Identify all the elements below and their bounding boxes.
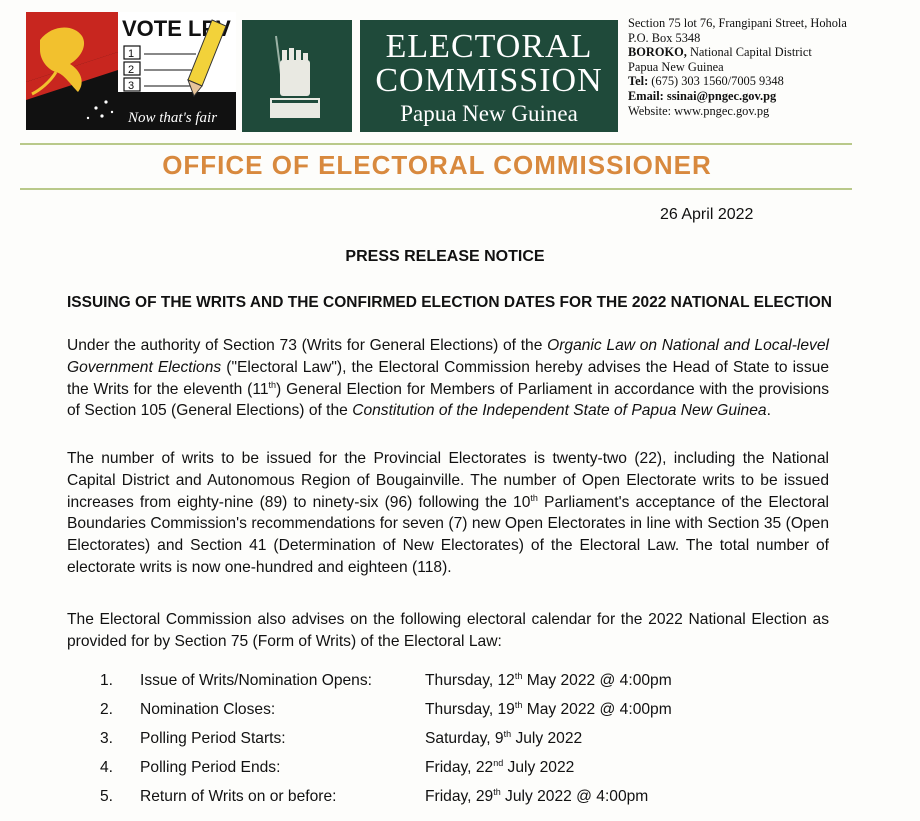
calendar-date-part1: Thursday, 12 bbox=[425, 672, 515, 689]
p2-sup: th bbox=[530, 492, 538, 503]
contact-country: Papua New Guinea bbox=[628, 59, 724, 74]
contact-block bbox=[628, 16, 904, 118]
calendar-row bbox=[100, 730, 800, 759]
calendar-label: Issue of Writs/Nomination Opens: bbox=[140, 672, 372, 689]
vote-lpv-tagline: Now that's fair bbox=[128, 110, 218, 126]
calendar-row bbox=[100, 701, 800, 730]
top-rule bbox=[20, 143, 852, 145]
contact-city-rest: National Capital District bbox=[686, 45, 812, 60]
calendar-date-part2: July 2022 bbox=[503, 759, 575, 776]
subject-heading: ISSUING OF THE WRITS AND THE CONFIRMED ELECTION DATES FOR THE 2022 NATIONAL ELECTION bbox=[67, 294, 832, 311]
vote-lpv-logo bbox=[26, 12, 236, 130]
ballot-hand-logo bbox=[242, 20, 352, 132]
office-title: OFFICE OF ELECTORAL COMMISSIONER bbox=[162, 150, 712, 180]
calendar-date-sup: th bbox=[503, 729, 512, 739]
calendar-date-sup: th bbox=[493, 787, 501, 797]
calendar-date-part2: July 2022 @ 4:00pm bbox=[500, 788, 649, 805]
calendar-date-part2: July 2022 bbox=[511, 730, 583, 747]
calendar-number: 1. bbox=[100, 672, 114, 689]
calendar-label: Polling Period Starts: bbox=[140, 730, 286, 747]
calendar-date bbox=[425, 759, 574, 777]
p1-constitution: Constitution of the Independent State of Papua New Guinea bbox=[352, 402, 767, 420]
bottom-rule bbox=[20, 188, 852, 190]
vote-lpv-graphic bbox=[26, 12, 236, 130]
p1-text-3: ) General Election for Members of Parliament in accordance with the provisions of Section 105 (General Elections) of the bbox=[67, 380, 829, 420]
calendar-number: 5. bbox=[100, 788, 114, 805]
calendar-label: Return of Writs on or before: bbox=[140, 788, 337, 805]
calendar-label: Polling Period Ends: bbox=[140, 759, 281, 776]
calendar-label: Nomination Closes: bbox=[140, 701, 276, 718]
calendar-date-part1: Friday, 22 bbox=[425, 759, 494, 776]
calendar-date-part1: Saturday, 9 bbox=[425, 730, 504, 747]
calendar-date bbox=[425, 788, 648, 806]
ec-logo-line2: COMMISSION bbox=[375, 62, 603, 99]
contact-email bbox=[628, 89, 904, 104]
contact-tel-label: Tel: bbox=[628, 74, 649, 89]
electoral-commission-logo bbox=[360, 20, 618, 132]
calendar-date-sup: nd bbox=[493, 758, 504, 768]
calendar-date-part1: Thursday, 19 bbox=[425, 701, 515, 718]
calendar-date-part2: May 2022 @ 4:00pm bbox=[522, 672, 672, 689]
calendar-row bbox=[100, 759, 800, 788]
contact-email-label: Email: bbox=[628, 88, 664, 103]
calendar-date bbox=[425, 672, 672, 690]
release-date: 26 April 2022 bbox=[660, 206, 754, 223]
calendar-number: 4. bbox=[100, 759, 114, 776]
ballot-number-3: 3 bbox=[128, 80, 135, 92]
contact-tel-value: (675) 303 1560/7005 9348 bbox=[648, 74, 784, 89]
calendar-date bbox=[425, 730, 582, 748]
p2-text-2: Parliament's acceptance of the Electoral Boundaries Commission's recommendations for seven (7) new Open Electorates in line with Section 35 (Open Electorates) and Section 41 (Determination of New Electorates) of the Electoral Law. The total number of electorate writs is now one-hundred and eighteen (118). bbox=[67, 493, 829, 576]
calendar-date-sup: th bbox=[514, 671, 523, 681]
contact-address: Section 75 lot 76, Frangipani Street, Hohola bbox=[628, 16, 847, 30]
vote-lpv-title: VOTE LPV bbox=[122, 16, 231, 41]
calendar-date-part2: May 2022 @ 4:00pm bbox=[522, 701, 672, 718]
paragraph-3: The Electoral Commission also advises on the following electoral calendar for the 2022 National Election as provided for by Section 75 (Form of Writs) of the Electoral Law: bbox=[67, 611, 829, 650]
contact-tel bbox=[628, 74, 904, 89]
paragraph-2 bbox=[67, 448, 829, 579]
contact-email-value: ssinai@pngec.gov.pg bbox=[663, 88, 777, 103]
p1-text-1: Under the authority of Section 73 (Writs for General Elections) of the bbox=[67, 337, 548, 354]
contact-city bbox=[628, 45, 904, 60]
ballot-hand-icon bbox=[242, 20, 352, 132]
press-release-title: PRESS RELEASE NOTICE bbox=[345, 248, 545, 265]
calendar-number: 2. bbox=[100, 701, 114, 718]
electoral-calendar bbox=[100, 672, 800, 817]
ballot-number-2: 2 bbox=[128, 64, 135, 76]
contact-city-bold: BOROKO, bbox=[628, 45, 687, 60]
calendar-date-part1: Friday, 29 bbox=[425, 788, 494, 805]
p1-text-2: ("Electoral Law"), the Electoral Commission hereby advises the Head of State to issue the Writs for the eleventh (11 bbox=[67, 358, 829, 398]
contact-po-box: P.O. Box 5348 bbox=[628, 30, 701, 45]
calendar-row bbox=[100, 788, 800, 817]
letterhead bbox=[24, 8, 904, 128]
calendar-date-sup: th bbox=[514, 700, 523, 710]
contact-website: Website: www.pngec.gov.pg bbox=[628, 103, 770, 118]
ec-logo-line3: Papua New Guinea bbox=[400, 101, 578, 126]
calendar-number: 3. bbox=[100, 730, 114, 747]
p1-sup: th bbox=[268, 379, 277, 390]
calendar-row bbox=[100, 672, 800, 701]
p1-organic-law: Organic Law on National and Local-level Government Elections bbox=[67, 337, 829, 376]
calendar-date bbox=[425, 701, 672, 719]
ballot-number-1: 1 bbox=[128, 48, 135, 60]
p2-text-1: The number of writs to be issued for the Provincial Electorates is twenty-two (22), including the National Capital District and Autonomous Region of Bougainville. The number of Open Electorate writs to be issued increases from eighty-nine (89) to ninety-six (96) following the 10 bbox=[67, 450, 829, 511]
paragraph-1 bbox=[67, 335, 829, 422]
ec-logo-line1: ELECTORAL bbox=[385, 28, 593, 65]
p1-text-4: . bbox=[766, 402, 771, 420]
